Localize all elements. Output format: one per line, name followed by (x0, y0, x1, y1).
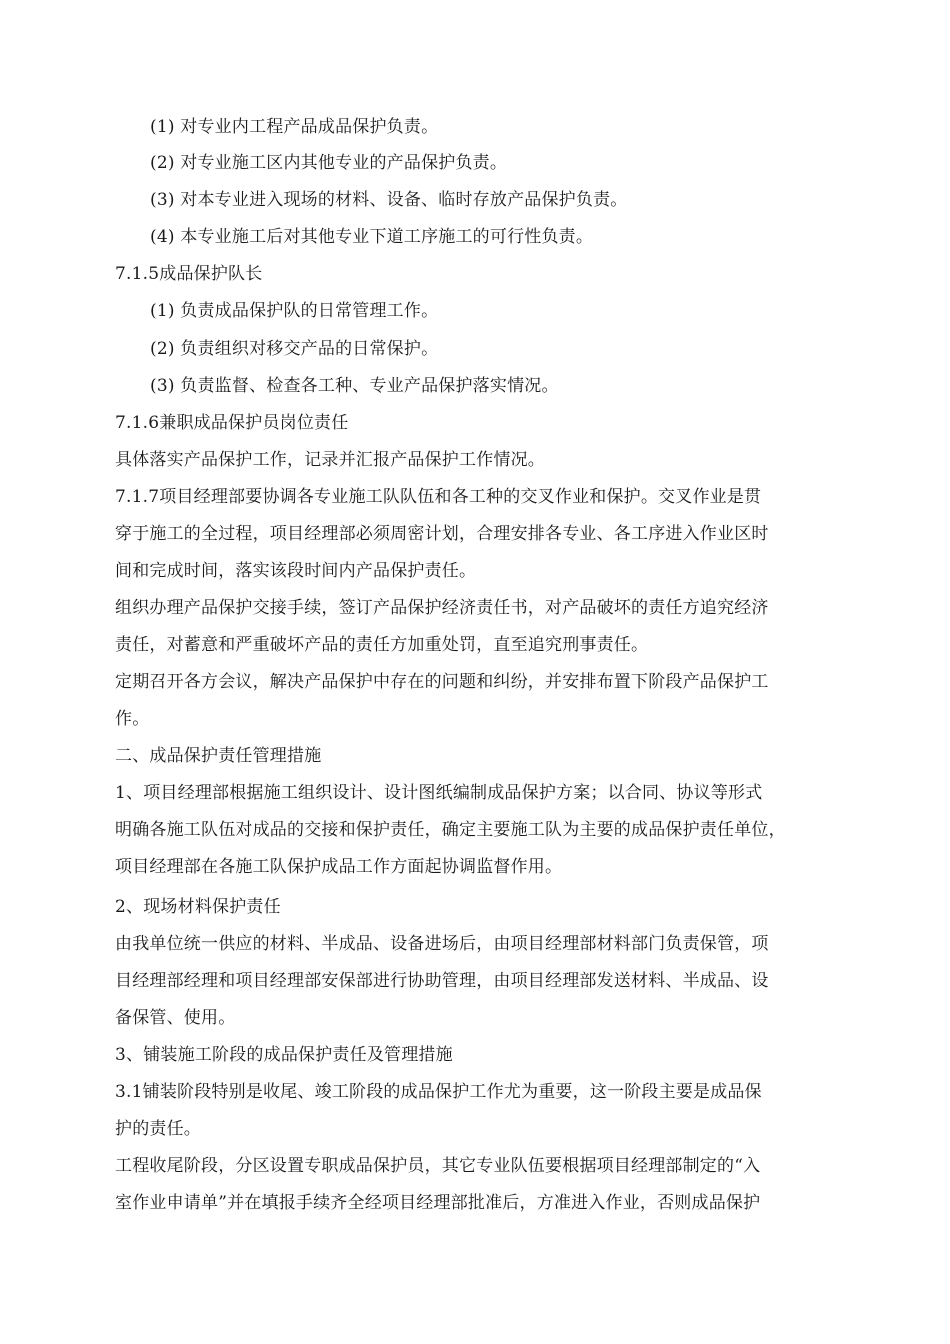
paragraph-line: 具体落实产品保护工作，记录并汇报产品保护工作情况。 (115, 450, 545, 470)
list-item-1: (1) 对专业内工程产品成品保护负责。 (150, 117, 439, 137)
subsection-heading: 2、现场材料保护责任 (115, 897, 281, 917)
section-heading-7-1-5: 7.1.5成品保护队长 (115, 264, 263, 284)
paragraph-line: 责任，对蓄意和严重破坏产品的责任方加重处罚，直至追究刑事责任。 (115, 635, 649, 655)
paragraph-line: 3.1铺装阶段特别是收尾、竣工阶段的成品保护工作尤为重要，这一阶段主要是成品保 (115, 1082, 762, 1102)
paragraph-line: 备保管、使用。 (115, 1008, 236, 1028)
paragraph-line: 7.1.7项目经理部要协调各专业施工队队伍和各工种的交叉作业和保护。交叉作业是贯 (115, 487, 762, 507)
paragraph-line: 明确各施工队伍对成品的交接和保护责任，确定主要施工队为主要的成品保护责任单位， (115, 820, 786, 840)
subsection-heading: 3、铺装施工阶段的成品保护责任及管理措施 (115, 1045, 453, 1065)
list-item-3: (3) 对本专业进入现场的材料、设备、临时存放产品保护负责。 (150, 190, 628, 210)
paragraph-line: 项目经理部在各施工队保护成品工作方面起协调监督作用。 (115, 857, 563, 877)
paragraph-line: 定期召开各方会议，解决产品保护中存在的问题和纠纷，并安排布置下阶段产品保护工 (115, 672, 769, 692)
section-heading-2: 二、成品保护责任管理措施 (115, 746, 322, 766)
paragraph-line: 室作业申请单”并在填报手续齐全经项目经理部批准后，方准进入作业，否则成品保护 (115, 1193, 761, 1213)
paragraph-line: 护的责任。 (115, 1119, 201, 1139)
list-item-4: (4) 本专业施工后对其他专业下道工序施工的可行性负责。 (150, 227, 594, 247)
paragraph-line: 1、项目经理部根据施工组织设计、设计图纸编制成品保护方案；以合同、协议等形式 (115, 783, 763, 803)
list-item-2: (2) 对专业施工区内其他专业的产品保护负责。 (150, 153, 508, 173)
paragraph-line: 组织办理产品保护交接手续，签订产品保护经济责任书，对产品破坏的责任方追究经济 (115, 598, 769, 618)
paragraph-line: 作。 (115, 709, 150, 729)
list-item-1: (1) 负责成品保护队的日常管理工作。 (150, 301, 439, 321)
list-item-2: (2) 负责组织对移交产品的日常保护。 (150, 339, 439, 359)
paragraph-line: 目经理部经理和项目经理部安保部进行协助管理，由项目经理部发送材料、半成品、设 (115, 971, 769, 991)
section-heading-7-1-6: 7.1.6兼职成品保护员岗位责任 (115, 413, 349, 433)
paragraph-line: 穿于施工的全过程，项目经理部必须周密计划，合理安排各专业、各工序进入作业区时 (115, 524, 769, 544)
list-item-3: (3) 负责监督、检查各工种、专业产品保护落实情况。 (150, 376, 559, 396)
paragraph-line: 间和完成时间，落实该段时间内产品保护责任。 (115, 561, 477, 581)
paragraph-line: 工程收尾阶段，分区设置专职成品保护员，其它专业队伍要根据项目经理部制定的“入 (115, 1156, 761, 1176)
paragraph-line: 由我单位统一供应的材料、半成品、设备进场后，由项目经理部材料部门负责保管，项 (115, 934, 769, 954)
